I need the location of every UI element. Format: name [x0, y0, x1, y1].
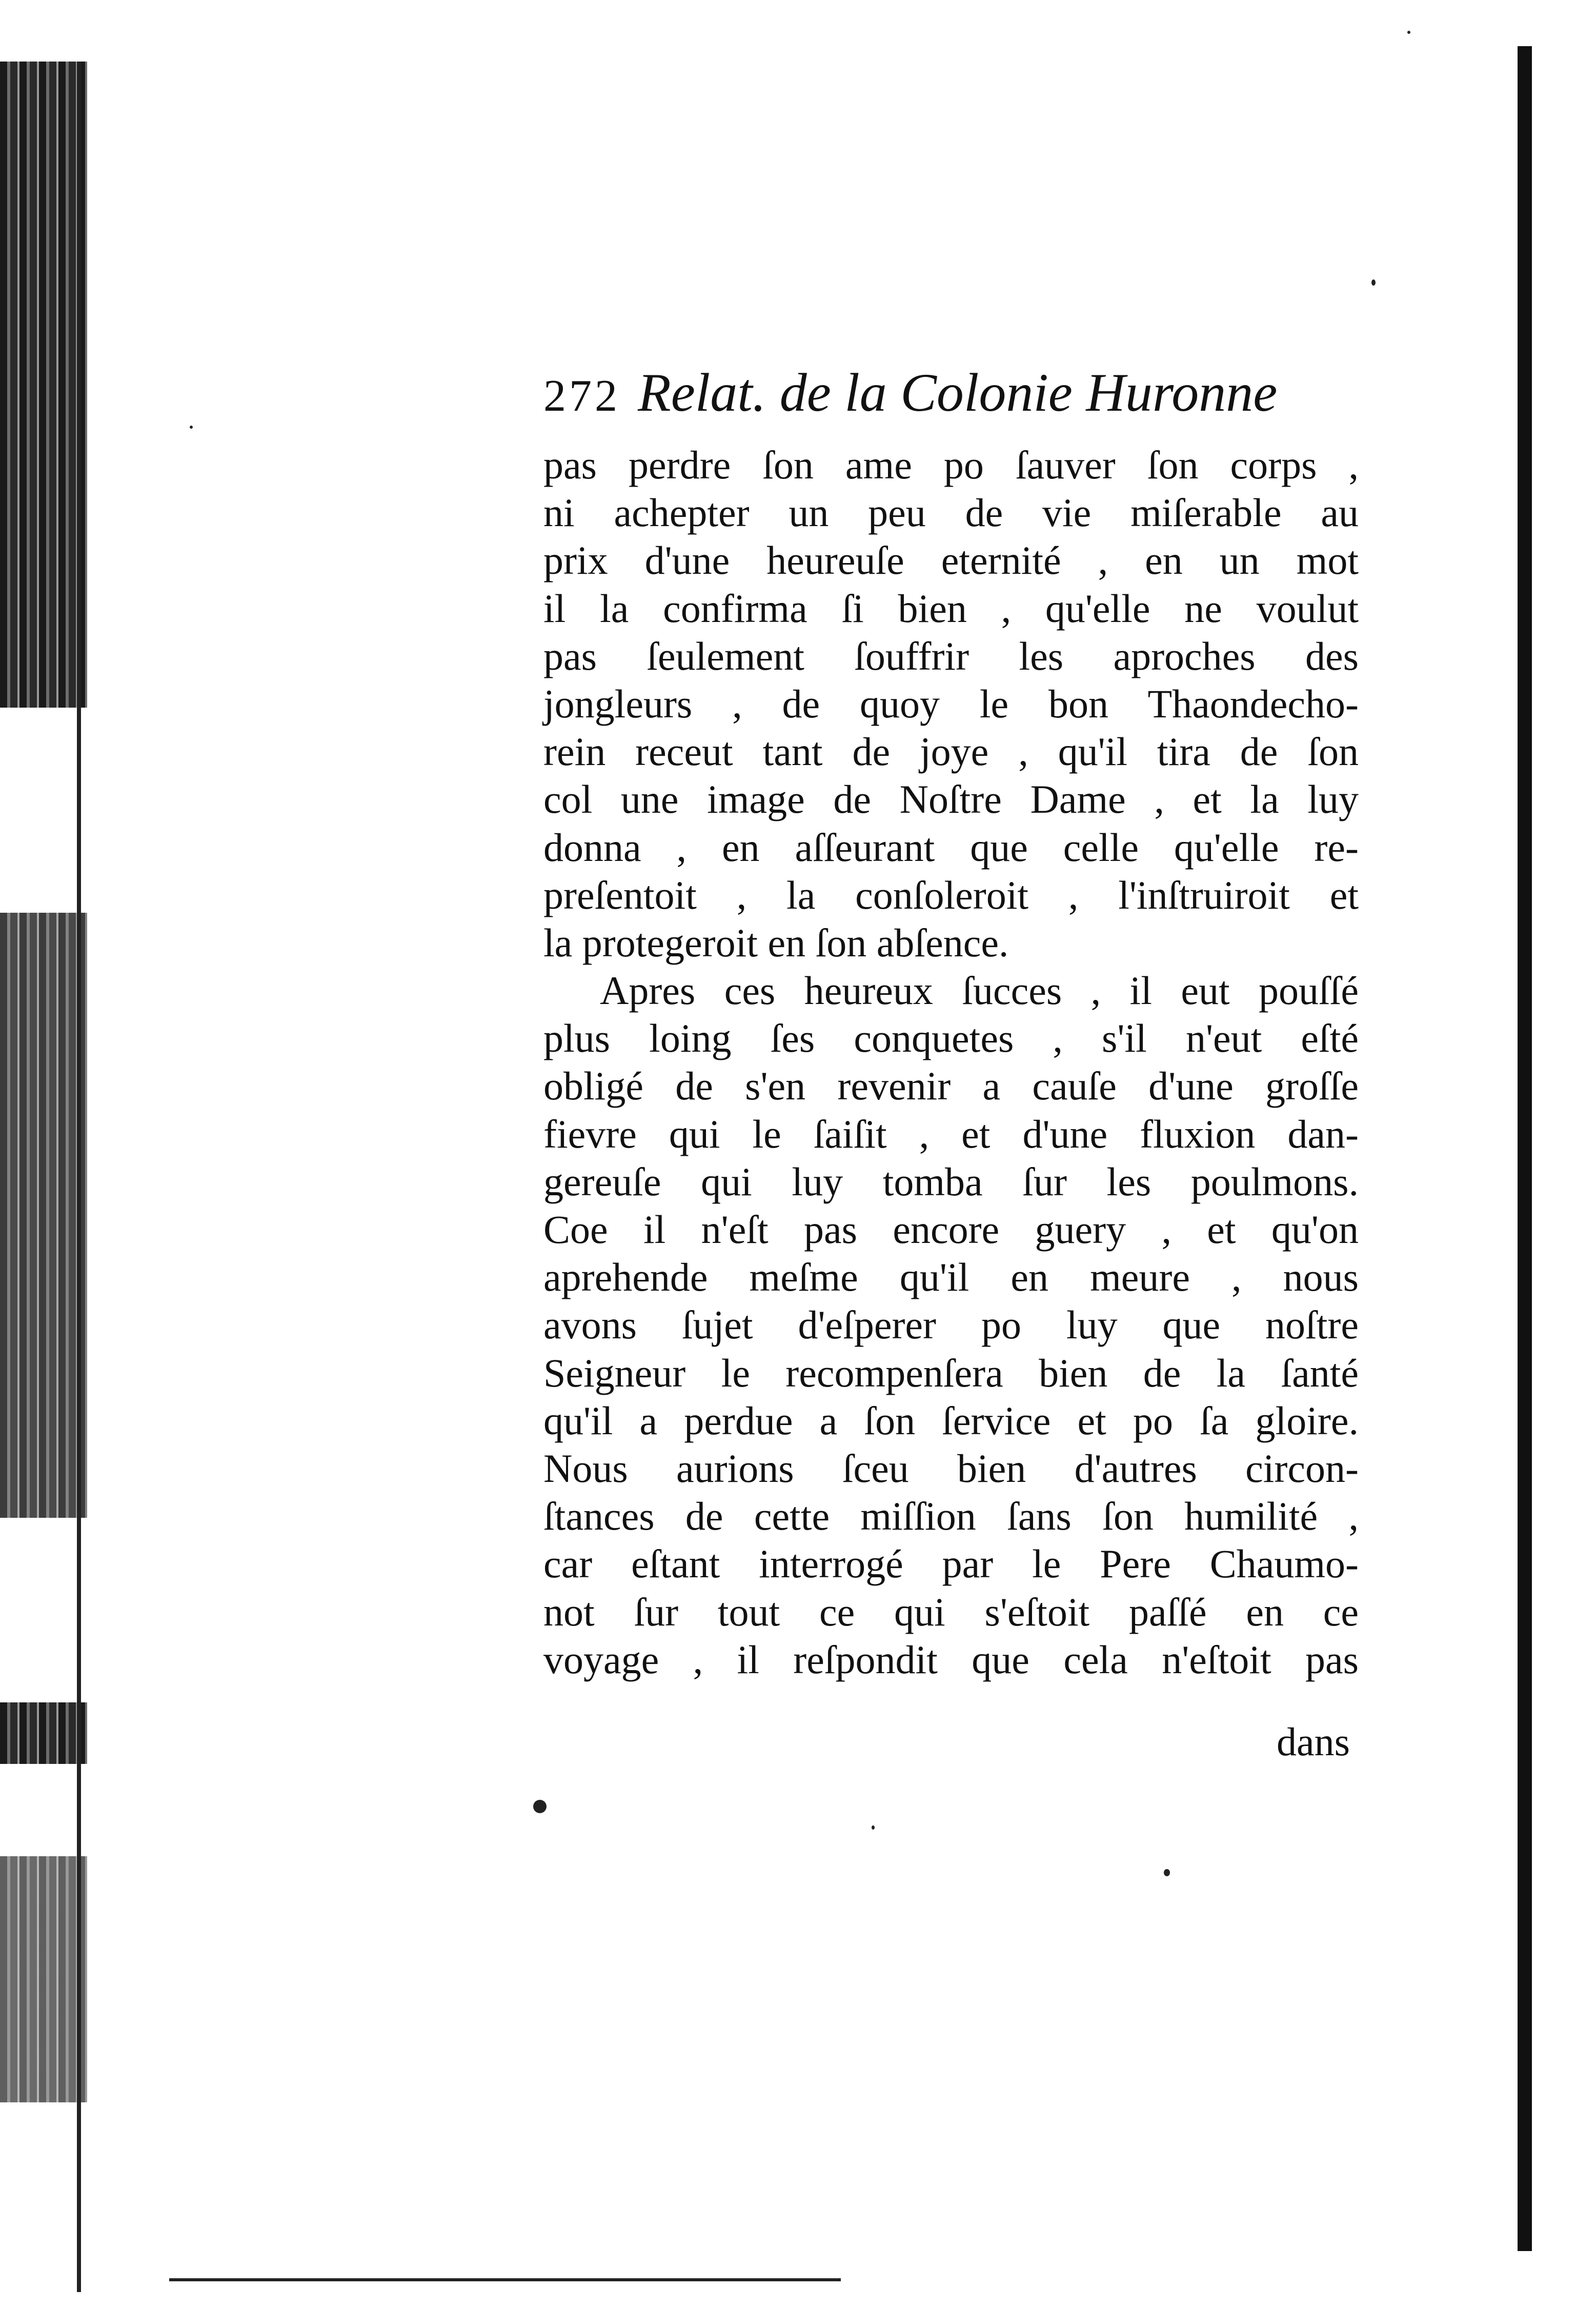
- text-line: col une image de Noſtre Dame , et la luy: [543, 777, 1359, 822]
- page-header: [543, 362, 1374, 438]
- text-line: rein receut tant de joye , qu'il tira de ſon: [543, 729, 1359, 774]
- text-line: preſentoit , la conſoleroit , l'inſtruiroit et: [543, 872, 1359, 917]
- text-line: fievre qui le ſaiſit , et d'une fluxion dan-: [543, 1111, 1359, 1156]
- text-line: jongleurs , de quoy le bon Thaondecho-: [543, 681, 1359, 726]
- text-line: plus loing ſes conquetes , s'il n'eut eſté: [543, 1016, 1359, 1061]
- text-line: aprehende meſme qu'il en meure , nous: [543, 1255, 1359, 1300]
- ink-speck: [1371, 279, 1376, 286]
- ink-speck: [1407, 31, 1410, 34]
- text-line: la protegeroit en ſon abſence.: [543, 920, 1009, 965]
- ink-speck: [533, 1800, 547, 1813]
- text-line: ni achepter un peu de vie miſerable au: [543, 490, 1359, 535]
- text-line: ſtances de cette miſſion ſans ſon humilité ,: [543, 1494, 1359, 1539]
- text-line: il la confirma ſi bien , qu'elle ne voulut: [543, 586, 1359, 631]
- text-line: Coe il n'eſt pas encore guery , et qu'on: [543, 1207, 1359, 1252]
- text-line: Seigneur le recompenſera bien de la ſanté: [543, 1350, 1359, 1395]
- running-head: Relat. de la Colonie Huronne: [638, 363, 1278, 423]
- body-text: [543, 441, 1359, 1683]
- page-number: 272: [543, 371, 620, 421]
- text-line: pas ſeulement ſouffrir les aproches des: [543, 633, 1359, 678]
- text-line: gereuſe qui luy tomba ſur les poulmons.: [543, 1159, 1359, 1204]
- ink-speck: [190, 426, 193, 429]
- text-line: car eſtant interrogé par le Pere Chaumo-: [543, 1541, 1359, 1587]
- ink-speck: [1164, 1869, 1170, 1876]
- text-line: pas perdre ſon ame po ſauver ſon corps ,: [543, 443, 1359, 487]
- ink-speck: [872, 1825, 875, 1830]
- text-line: qu'il a perdue a ſon ſervice et po ſa gloire.: [543, 1398, 1359, 1443]
- bottom-border-rule: [169, 2278, 841, 2281]
- catchword: dans: [1277, 1719, 1350, 1764]
- text-line: not ſur tout ce qui s'eſtoit paſſé en ce: [543, 1589, 1359, 1634]
- binding-edge: [0, 62, 97, 2292]
- text-line: Apres ces heureux ſucces , il eut pouſſé: [600, 968, 1359, 1013]
- text-line: obligé de s'en revenir a cauſe d'une groſſe: [543, 1063, 1359, 1109]
- text-line: prix d'une heureuſe eternité , en un mot: [543, 538, 1359, 583]
- right-border-rule: [1518, 46, 1532, 2251]
- text-line: avons ſujet d'eſperer po luy que noſtre: [543, 1302, 1359, 1348]
- text-line: donna , en aſſeurant que celle qu'elle re-: [543, 825, 1359, 870]
- text-line: Nous aurions ſceu bien d'autres circon-: [543, 1445, 1359, 1491]
- text-line: voyage , il reſpondit que cela n'eſtoit pas: [543, 1637, 1359, 1682]
